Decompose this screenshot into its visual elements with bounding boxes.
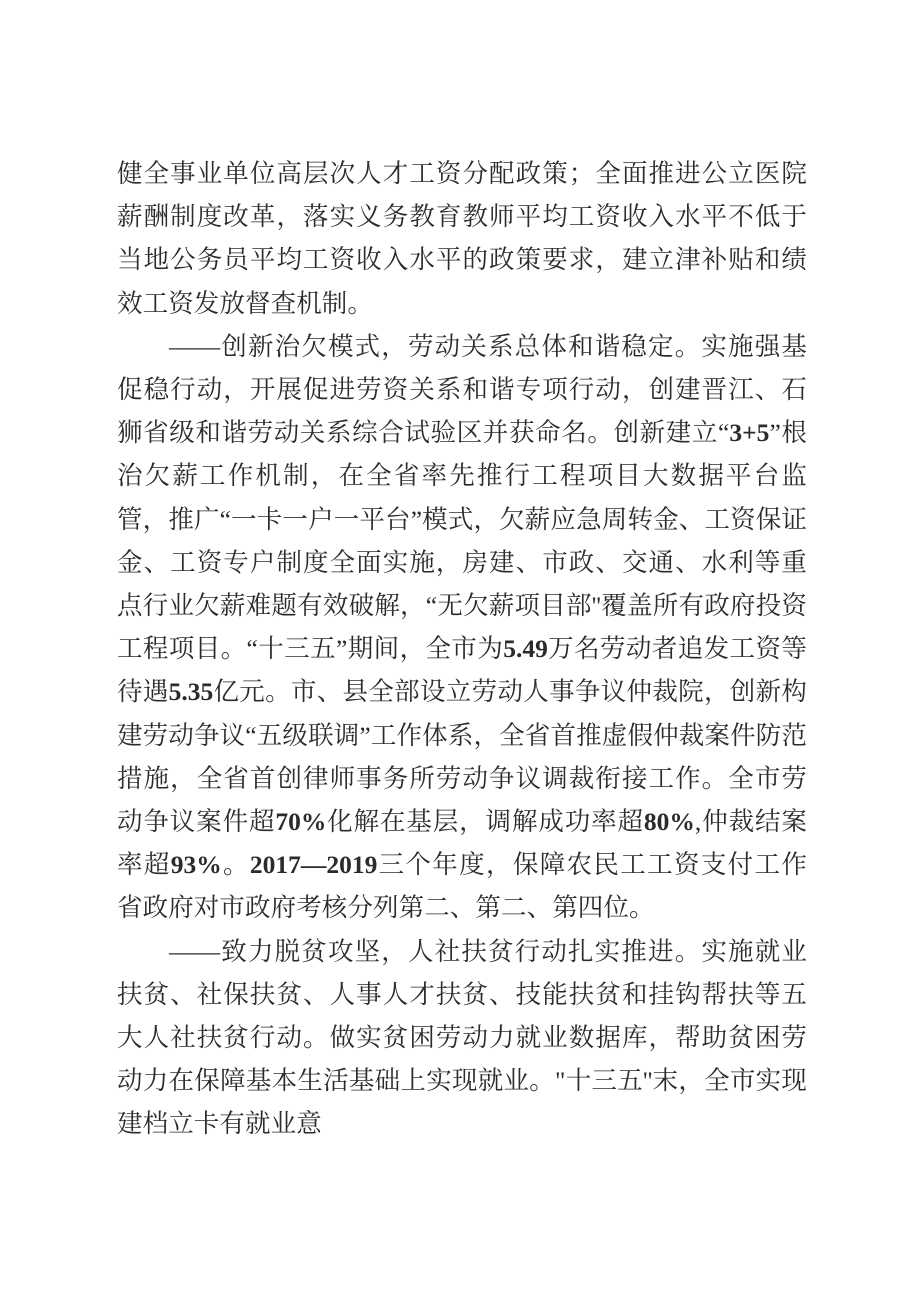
inline-figure: 93% — [170, 850, 222, 880]
paragraph-wage-arrears-governance: ——创新治欠模式，劳动关系总体和谐稳定。实施强基促稳行动，开展促进劳资关系和谐专项行动，创建晋江、石狮省级和谐劳动关系综合试验区并获命名。创新建立“3+5”根治欠薪工作机制，在全省率先推行工程项目大数据平台监管，推广“一卡一户一平台”模式，欠薪应急周转金、工资保证金、工资专户制度全面实施，房建、市政、交通、水利等重点行业欠薪难题有效破解，“无欠薪项目部''覆盖所有政府投资工程项目。“十三五”期间，全市为5.49万名劳动者追发工资等待遇5.35亿元。市、县全部设立劳动人事争议仲裁院，创新构建劳动争议“五级联调”工作体系，全省首推虚假仲裁案件防范措施，全省首创律师事务所劳动争议调裁衔接工作。全市劳动争议案件超70%化解在基层，调解成功率超80%,仲裁结案率超93%。2017—2019三个年度，保障农民工工资支付工作省政府对市政府考核分列第二、第二、第四位。 — [117, 331, 807, 923]
document-body — [117, 152, 807, 1146]
paragraph-salary-policy: 健全事业单位高层次人才工资分配政策；全面推进公立医院薪酬制度改革，落实义务教育教师平均工资收入水平不低于当地公务员平均工资收入水平的政策要求，建立津补贴和绩效工资发放督查机制。 — [117, 159, 807, 318]
inline-figure: 80% — [643, 807, 695, 837]
paragraph-poverty-alleviation: ——致力脱贫攻坚，人社扶贫行动扎实推进。实施就业扶贫、社保扶贫、人事人才扶贫、技能扶贫和挂钩帮扶等五大人社扶贫行动。做实贫困劳动力就业数据库，帮助贫困劳动力在保障基本生活基础上实现就业。"十三五''末，全市实现建档立卡有就业意 — [117, 936, 807, 1139]
inline-figure: 2017—2019 — [249, 850, 378, 880]
inline-figure: 5.49 — [503, 634, 548, 664]
inline-figure: 70% — [275, 807, 327, 837]
inline-figure: 5.35 — [168, 677, 214, 707]
inline-figure: 3+5 — [729, 418, 770, 448]
